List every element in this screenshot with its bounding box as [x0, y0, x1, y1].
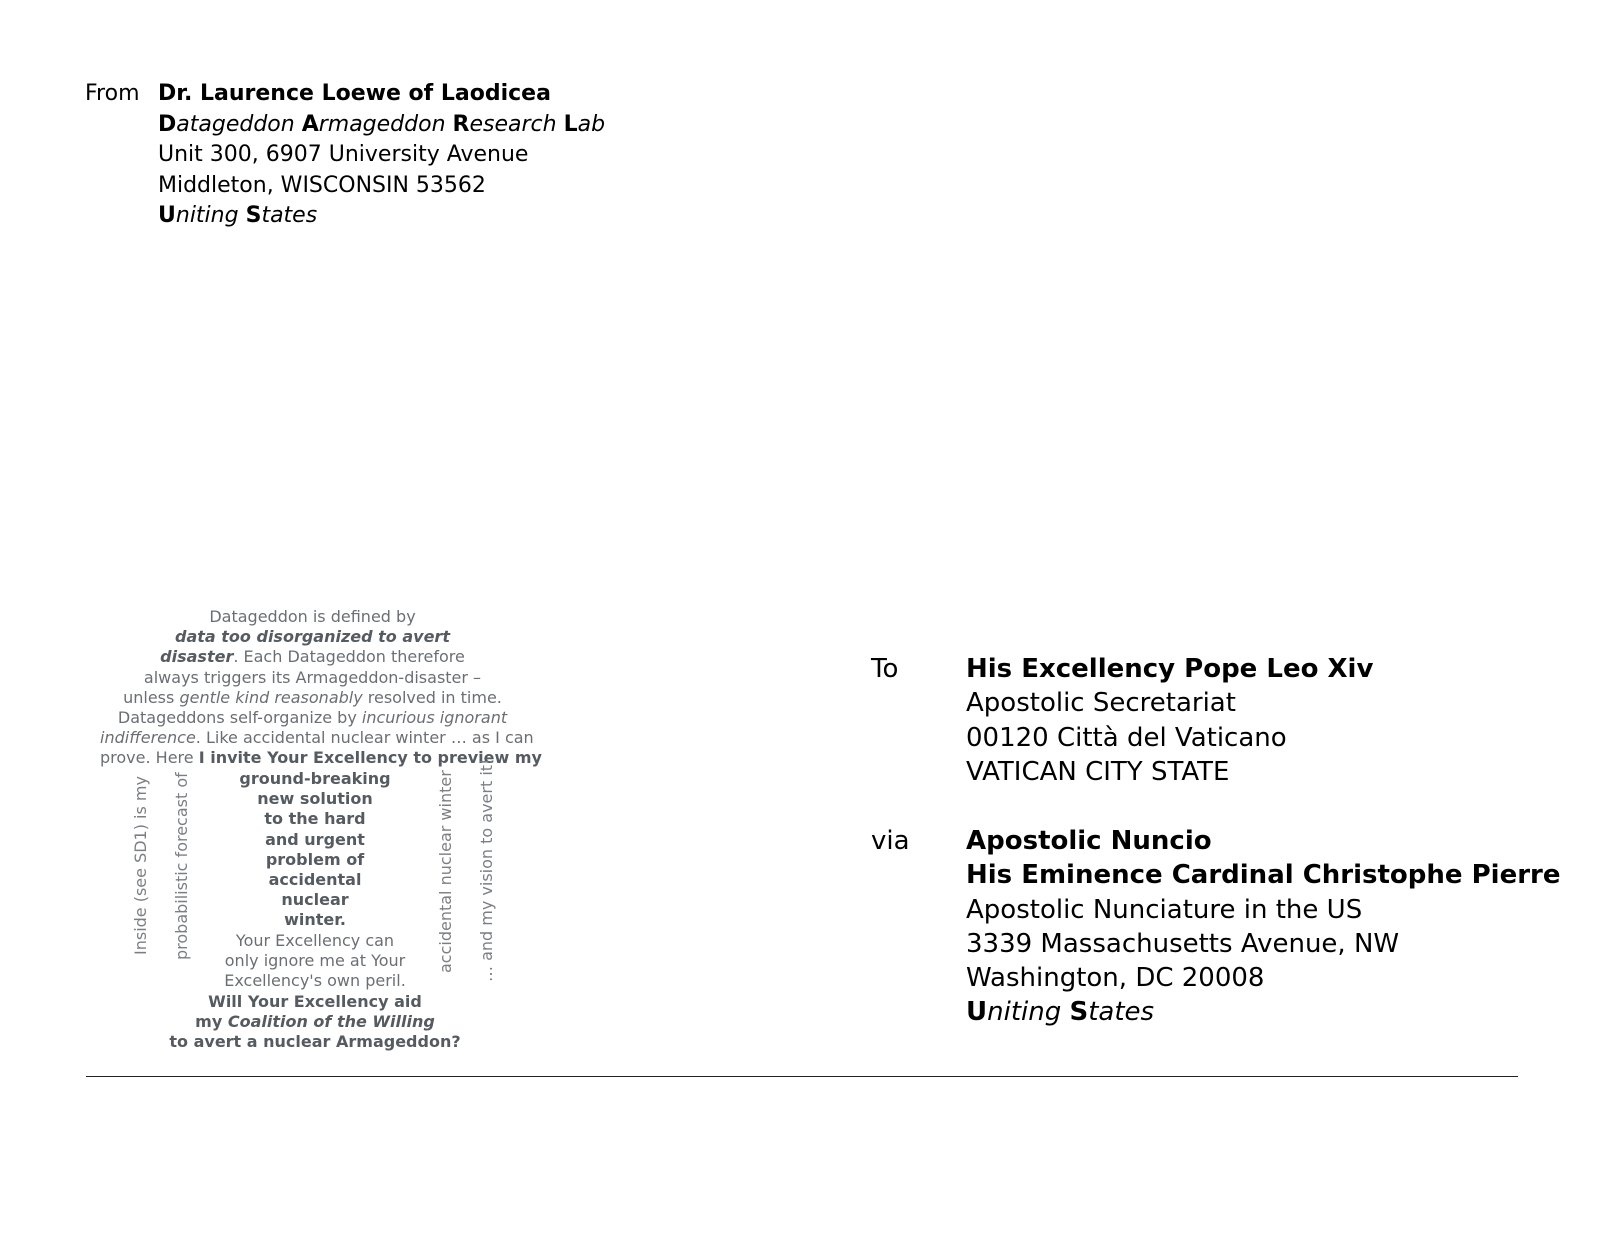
- teaser-side-text-4: … and my vision to avert it!: [477, 758, 496, 982]
- sender-city: Middleton, WISCONSIN 53562: [158, 172, 486, 198]
- recipient-line-2: Apostolic Secretariat: [966, 688, 1236, 719]
- sender-organization: Datageddon Armageddon Research Lab: [158, 111, 606, 137]
- recipient-line-4: VATICAN CITY STATE: [966, 756, 1230, 787]
- via-name-2: His Eminence Cardinal Christophe Pierre: [966, 860, 1561, 891]
- recipient-address: [966, 652, 1373, 789]
- via-country: Uniting States: [966, 997, 1155, 1028]
- via-line-4: 3339 Massachusetts Avenue, NW: [966, 928, 1400, 959]
- recipient-line-3: 00120 Città del Vaticano: [966, 722, 1287, 753]
- via-line-3: Apostolic Nunciature in the US: [966, 894, 1363, 925]
- teaser-side-text-3: accidental nuclear winter: [436, 770, 455, 973]
- teaser-side-text-2: probabilistic forecast of: [172, 772, 191, 960]
- to-label: To: [871, 654, 899, 684]
- fold-line: [86, 1076, 1518, 1077]
- sender-country: Uniting States: [158, 203, 318, 228]
- teaser-closing: Your Excellency can only ignore me at Your Excellency's own peril. Will Your Excellency aid my Coalition of the Willing to avert a nuclear Armageddon?: [169, 931, 461, 1052]
- via-name-1: Apostolic Nuncio: [966, 826, 1212, 856]
- via-label: via: [871, 826, 910, 856]
- teaser-intro: Datageddon is defined by data too disorganized to avert disaster. Each Datageddon therefore always triggers its Armageddon-disaster – unless gentle kind reasonably resolved in time. Datageddons self-organize by incurious ignorant indifference. Like accidental nuclear winter … as I can prove. Here I invite Your Excellency to preview my: [100, 607, 542, 768]
- sender-address: [158, 79, 605, 232]
- from-label: From: [85, 81, 140, 106]
- sender-name: Dr. Laurence Loewe of Laodicea: [158, 81, 551, 106]
- teaser-side-text-1: Inside (see SD1) is my: [131, 776, 150, 955]
- recipient-name: His Excellency Pope Leo Xiv: [966, 654, 1374, 684]
- via-line-5: Washington, DC 20008: [966, 963, 1265, 994]
- via-address: [966, 824, 1560, 1030]
- teaser-middle: ground-breaking new solution to the hard and urgent problem of accidental nuclear winter.: [239, 769, 391, 930]
- sender-street: Unit 300, 6907 University Avenue: [158, 142, 529, 167]
